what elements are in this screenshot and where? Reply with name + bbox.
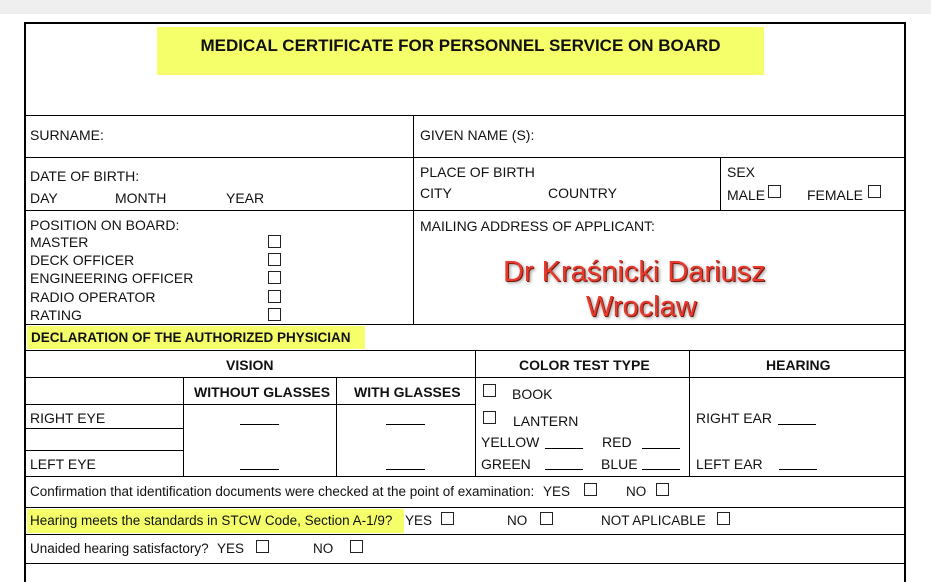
right-ear-label: RIGHT EAR [696, 410, 772, 426]
male-checkbox[interactable] [768, 185, 781, 198]
female-label: FEMALE [807, 187, 864, 203]
hearing-standards-no-label: NO [507, 513, 528, 528]
declaration-heading: DECLARATION OF THE AUTHORIZED PHYSICIAN [31, 330, 351, 345]
column-divider [413, 115, 414, 324]
position-rating-checkbox[interactable] [268, 308, 281, 321]
yellow-field[interactable] [545, 448, 583, 449]
vision-header: VISION [226, 357, 274, 373]
book-label: BOOK [512, 386, 553, 402]
red-field[interactable] [642, 448, 680, 449]
left-eye-without-glasses-field[interactable] [240, 469, 279, 470]
lantern-label: LANTERN [513, 413, 579, 429]
right-eye-without-glasses-field[interactable] [240, 424, 279, 425]
row-divider [24, 157, 906, 158]
unaided-hearing-yes-checkbox[interactable] [256, 540, 269, 553]
position-master-checkbox[interactable] [268, 235, 281, 248]
city-label: CITY [420, 185, 452, 201]
green-label: GREEN [481, 456, 531, 472]
hearing-header: HEARING [766, 357, 831, 373]
row-divider [24, 324, 906, 325]
position-engineering-officer-label: ENGINEERING OFFICER [30, 270, 194, 286]
lantern-checkbox[interactable] [483, 411, 496, 424]
day-label: DAY [30, 190, 58, 206]
row-divider [24, 534, 906, 535]
address-stamp-line2: Wroclaw [586, 291, 697, 323]
certificate-title: MEDICAL CERTIFICATE FOR PERSONNEL SERVICE ON BOARD [157, 27, 764, 75]
green-field[interactable] [545, 469, 583, 470]
female-checkbox[interactable] [868, 185, 881, 198]
row-divider [24, 428, 184, 429]
row-divider [24, 404, 476, 405]
row-divider [24, 115, 906, 116]
year-label: YEAR [226, 190, 265, 206]
viewer-top-bar [0, 0, 931, 14]
row-divider [24, 450, 184, 451]
row-divider [24, 377, 906, 378]
yellow-label: YELLOW [481, 434, 540, 450]
hearing-standards-question: Hearing meets the standards in STCW Code, Section A-1/9? [30, 513, 393, 528]
column-divider [183, 377, 184, 476]
month-label: MONTH [115, 190, 167, 206]
id-check-yes-label: YES [543, 484, 571, 499]
row-divider [24, 563, 906, 564]
row-divider [24, 476, 906, 477]
mailing-address-label: MAILING ADDRESS OF APPLICANT: [420, 218, 655, 234]
row-divider [24, 350, 906, 351]
blue-label: BLUE [601, 456, 638, 472]
column-divider [720, 157, 721, 210]
right-eye-with-glasses-field[interactable] [386, 424, 425, 425]
id-check-no-checkbox[interactable] [656, 483, 669, 496]
left-ear-field[interactable] [779, 469, 817, 470]
position-deck-officer-label: DECK OFFICER [30, 252, 135, 268]
hearing-standards-yes-label: YES [405, 513, 433, 528]
column-divider [475, 350, 476, 476]
position-deck-officer-checkbox[interactable] [268, 253, 281, 266]
given-names-label: GIVEN NAME (S): [420, 127, 535, 143]
unaided-hearing-no-label: NO [313, 541, 334, 556]
row-divider [24, 507, 906, 508]
left-eye-label: LEFT EYE [30, 456, 96, 472]
without-glasses-header: WITHOUT GLASSES [194, 384, 331, 400]
id-check-yes-checkbox[interactable] [584, 483, 597, 496]
position-radio-operator-checkbox[interactable] [268, 290, 281, 303]
address-stamp-line1: Dr Kraśnicki Dariusz [503, 256, 766, 288]
color-test-header: COLOR TEST TYPE [519, 357, 650, 373]
unaided-hearing-no-checkbox[interactable] [350, 540, 363, 553]
right-eye-label: RIGHT EYE [30, 410, 106, 426]
left-ear-label: LEFT EAR [696, 456, 763, 472]
hearing-standards-no-checkbox[interactable] [540, 512, 553, 525]
with-glasses-header: WITH GLASSES [354, 384, 461, 400]
unaided-hearing-question: Unaided hearing satisfactory? [30, 541, 209, 556]
id-check-question: Confirmation that identification documents were checked at the point of examination: [30, 484, 535, 499]
surname-label: SURNAME: [30, 127, 104, 143]
country-label: COUNTRY [548, 185, 617, 201]
id-check-no-label: NO [626, 484, 647, 499]
right-ear-field[interactable] [778, 424, 816, 425]
blue-field[interactable] [642, 469, 680, 470]
hearing-standards-yes-checkbox[interactable] [441, 512, 454, 525]
position-master-label: MASTER [30, 234, 89, 250]
hearing-standards-not-applicable-checkbox[interactable] [717, 512, 730, 525]
position-engineering-officer-checkbox[interactable] [268, 271, 281, 284]
left-eye-with-glasses-field[interactable] [386, 469, 425, 470]
book-checkbox[interactable] [483, 384, 496, 397]
date-of-birth-label: DATE OF BIRTH: [30, 168, 140, 184]
hearing-standards-not-applicable-label: NOT APLICABLE [601, 513, 706, 528]
red-label: RED [602, 434, 632, 450]
place-of-birth-label: PLACE OF BIRTH [420, 164, 535, 180]
position-rating-label: RATING [30, 307, 82, 323]
male-label: MALE [727, 187, 766, 203]
unaided-hearing-yes-label: YES [217, 541, 245, 556]
sex-label: SEX [727, 164, 756, 180]
column-divider [689, 350, 690, 476]
column-divider [336, 377, 337, 476]
position-on-board-label: POSITION ON BOARD: [30, 217, 180, 233]
row-divider [24, 210, 906, 211]
position-radio-operator-label: RADIO OPERATOR [30, 289, 156, 305]
